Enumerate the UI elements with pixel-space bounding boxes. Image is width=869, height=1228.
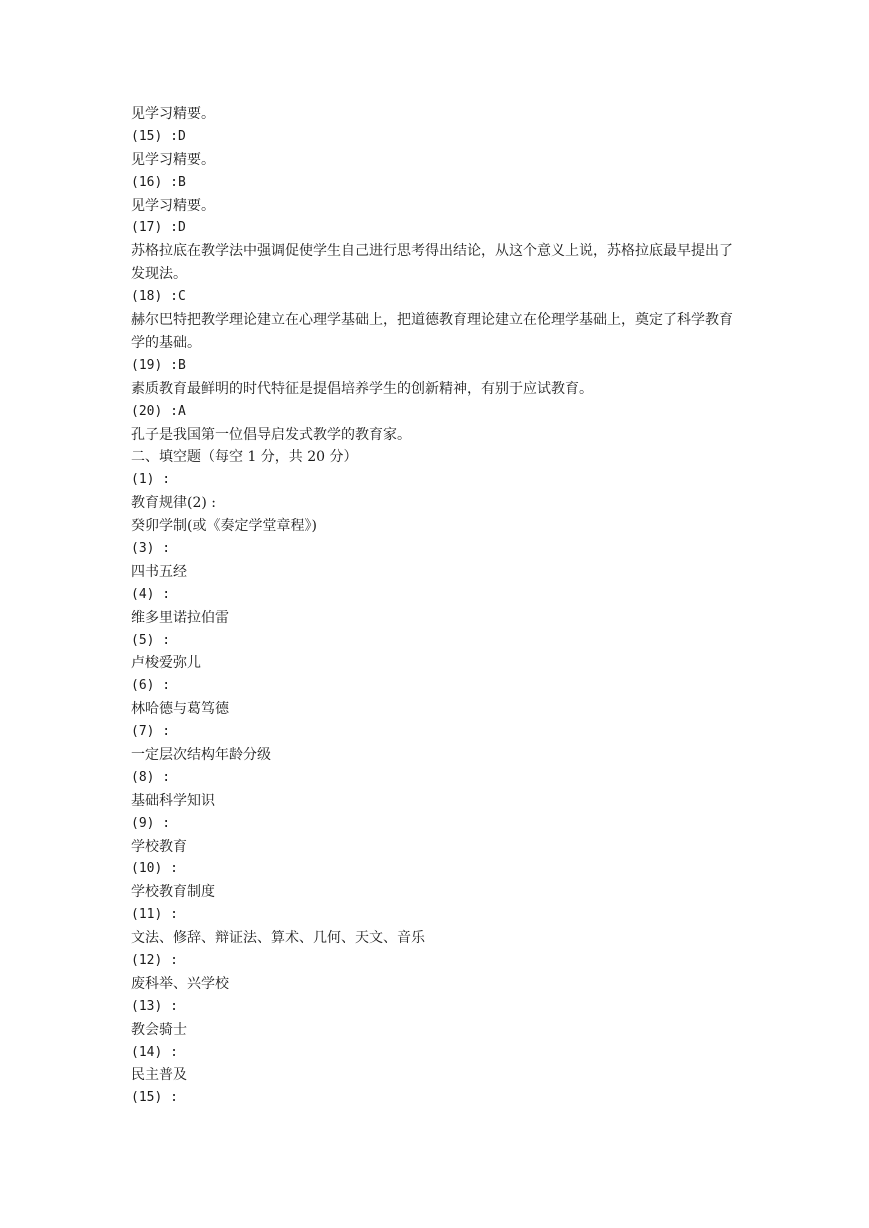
question-number-line: (16) :B — [131, 174, 186, 190]
explanation-line: 学校教育 — [131, 838, 187, 855]
question-number-line: (8) : — [131, 769, 171, 785]
explanation-line: 见学习精要。 — [131, 151, 215, 168]
explanation-line: 卢梭爱弥儿 — [131, 655, 201, 672]
question-number-line: (20) :A — [131, 403, 186, 419]
question-number-line: (12) : — [131, 953, 178, 969]
question-number-line: (17) :D — [131, 220, 186, 236]
explanation-line: 四书五经 — [131, 563, 187, 580]
question-number-line: (4) : — [131, 586, 171, 602]
question-number-line: (1) : — [131, 472, 171, 488]
explanation-line: 教育规律(2) : — [131, 495, 216, 512]
question-number-line: (5) : — [131, 632, 171, 648]
question-number-line: (7) : — [131, 724, 171, 740]
question-number-line: (11) : — [131, 907, 178, 923]
question-number-line: (6) : — [131, 678, 171, 694]
explanation-line: 癸卯学制(或《奏定学堂章程》) — [131, 518, 317, 535]
question-number-line: (10) : — [131, 861, 178, 877]
explanation-paragraph: 赫尔巴特把教学理论建立在心理学基础上，把道德教育理论建立在伦理学基础上，奠定了科学教育学的基础。 — [131, 312, 733, 351]
explanation-line: 见学习精要。 — [131, 106, 215, 122]
question-number-line: (9) : — [131, 815, 171, 831]
question-number-line: (18) :C — [131, 289, 186, 305]
explanation-line: 维多里诺拉伯雷 — [131, 609, 229, 626]
explanation-line: 学校教育制度 — [131, 884, 215, 901]
question-number-line: (14) : — [131, 1044, 178, 1060]
section-heading: 二、填空题（每空 1 分，共 20 分） — [131, 449, 358, 466]
explanation-line: 素质教育最鲜明的时代特征是提倡培养学生的创新精神，有别于应试教育。 — [131, 380, 593, 397]
answer-key-content — [131, 103, 741, 1110]
explanation-line: 基础科学知识 — [131, 792, 215, 809]
explanation-line: 废科举、兴学校 — [131, 975, 229, 992]
explanation-paragraph: 苏格拉底在教学法中强调促使学生自己进行思考得出结论，从这个意义上说，苏格拉底最早提出了发现法。 — [131, 243, 733, 283]
question-number-line: (3) : — [131, 540, 171, 556]
explanation-line: 一定层次结构年龄分级 — [131, 747, 271, 763]
question-number-line: (19) :B — [131, 357, 186, 373]
question-number-line: (13) : — [131, 998, 178, 1014]
explanation-line: 文法、修辞、辩证法、算术、几何、天文、音乐 — [131, 930, 425, 947]
explanation-line: 孔子是我国第一位倡导启发式教学的教育家。 — [131, 426, 411, 443]
question-number-line: (15) : — [131, 1090, 178, 1106]
explanation-line: 见学习精要。 — [131, 197, 215, 214]
question-number-line: (15) :D — [131, 128, 186, 144]
explanation-line: 林哈德与葛笃德 — [131, 701, 229, 718]
explanation-line: 民主普及 — [131, 1067, 187, 1084]
explanation-line: 教会骑士 — [131, 1021, 187, 1038]
